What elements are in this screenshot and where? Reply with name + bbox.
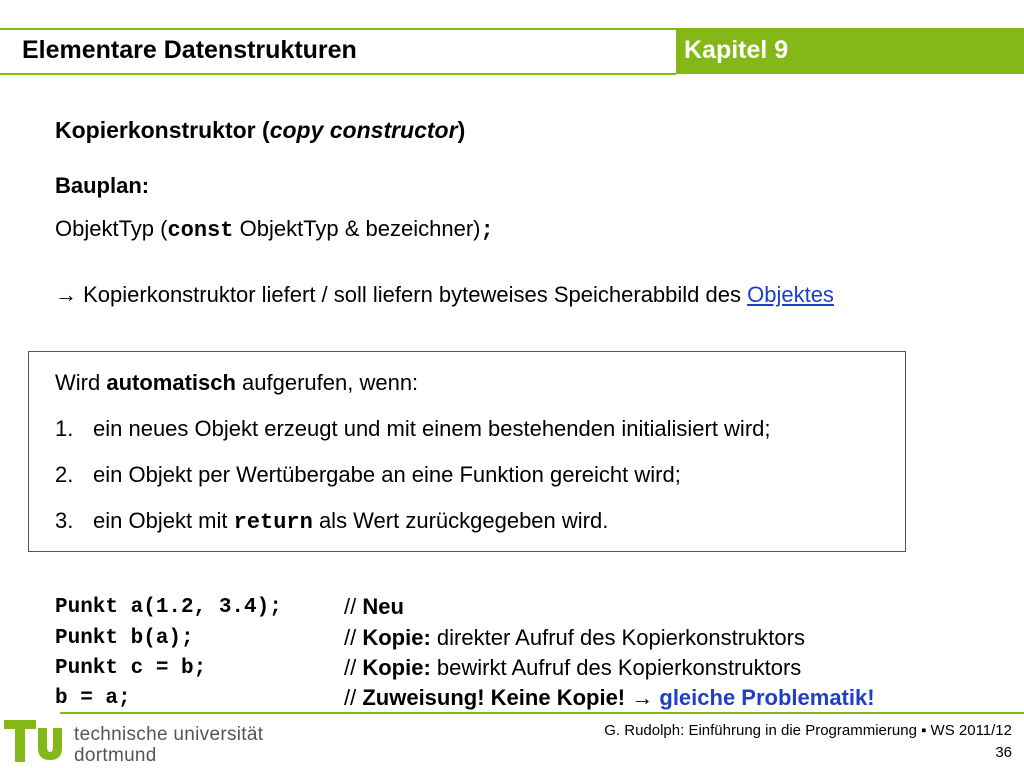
bauplan-const-keyword: const <box>167 218 234 243</box>
list-item-text: ein Objekt per Wertübergabe an eine Funktion gereicht wird; <box>93 462 681 487</box>
comment-slashes: // <box>344 625 363 650</box>
chapter-badge <box>676 28 1024 74</box>
list-item-text <box>93 508 608 535</box>
code-line: Punkt b(a); <box>55 627 194 650</box>
university-name-line1: technische universität <box>74 724 264 745</box>
footer-credit: G. Rudolph: Einführung in die Programmierung ▪ WS 2011/12 <box>604 722 1012 739</box>
list-item-text: ein neues Objekt erzeugt und mit einem bestehenden initialisiert wird; <box>93 416 771 441</box>
item3-suffix: als Wert zurückgegeben wird. <box>312 508 609 533</box>
tu-logo-icon <box>4 714 68 766</box>
box-intro <box>55 370 418 396</box>
item3-prefix: ein Objekt mit <box>93 508 234 533</box>
arrow-text: → Kopierkonstruktor liefert / soll liefern byteweises Speicherabbild des <box>55 282 748 307</box>
list-item-number: 3. <box>55 508 74 533</box>
code-comment <box>344 685 875 711</box>
bauplan-label: Bauplan: <box>55 173 150 198</box>
code-line: Punkt c = b; <box>55 657 207 680</box>
code-comment <box>344 594 404 620</box>
intro-bold: automatisch <box>106 370 236 395</box>
heading-prefix: Kopierkonstruktor ( <box>55 117 270 143</box>
heading-italic: copy constructor <box>269 117 458 143</box>
comment-bold: Zuweisung! Keine Kopie! → <box>362 685 654 710</box>
chapter-label: Kapitel 9 <box>684 36 789 64</box>
bauplan-semicolon: ; <box>480 218 494 243</box>
code-line: Punkt a(1.2, 3.4); <box>55 596 282 619</box>
slide-heading <box>55 117 465 144</box>
comment-rest: bewirkt Aufruf des Kopierkonstruktors <box>430 655 802 680</box>
intro-prefix: Wird <box>55 370 107 395</box>
comment-slashes: // <box>344 655 363 680</box>
bauplan-part2: ObjektTyp & bezeichner) <box>233 216 481 241</box>
header-bottom-rule <box>0 73 676 75</box>
code-comment <box>344 655 801 681</box>
comment-blue: gleiche Problematik! <box>659 685 875 710</box>
comment-bold: Kopie: <box>362 655 431 680</box>
intro-suffix: aufgerufen, wenn: <box>235 370 419 395</box>
bauplan-part1: ObjektTyp ( <box>55 216 168 241</box>
heading-suffix: ) <box>457 117 466 143</box>
comment-bold: Kopie: <box>362 625 431 650</box>
objektes-link[interactable]: Objektes <box>747 282 834 307</box>
return-keyword: return <box>233 510 313 535</box>
arrow-statement <box>55 282 834 308</box>
comment-bold: Neu <box>362 594 404 619</box>
comment-rest: direkter Aufruf des Kopierkonstruktors <box>430 625 805 650</box>
code-comment <box>344 625 805 651</box>
page-number: 36 <box>995 744 1012 761</box>
bauplan-signature <box>55 216 494 243</box>
code-line: b = a; <box>55 687 131 710</box>
footer-rule <box>60 712 1024 714</box>
comment-slashes: // <box>344 594 363 619</box>
comment-slashes: // <box>344 685 363 710</box>
university-name-line2: dortmund <box>74 745 157 766</box>
list-item-number: 1. <box>55 416 74 441</box>
slide-section-title: Elementare Datenstrukturen <box>22 36 357 64</box>
list-item-number: 2. <box>55 462 74 487</box>
